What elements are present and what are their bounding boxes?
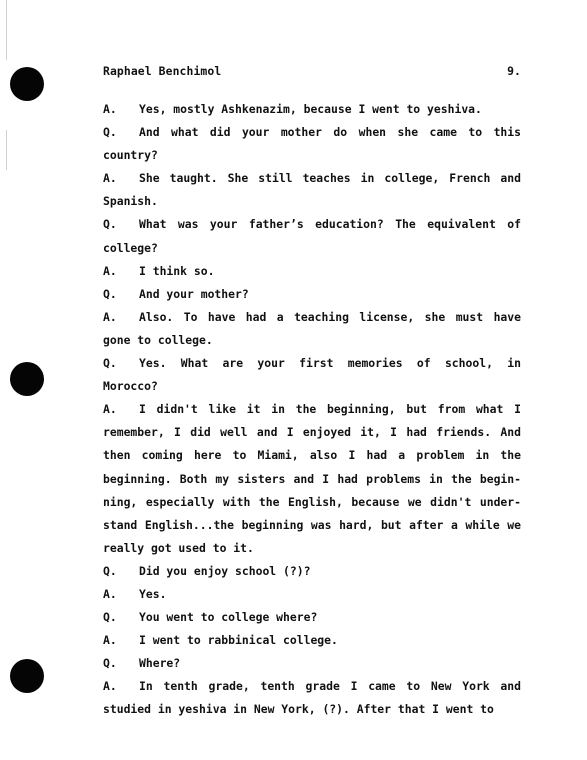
binder-hole-middle xyxy=(10,362,44,396)
speaker-label: Q. xyxy=(103,217,117,232)
line-text: Where? xyxy=(139,656,181,671)
transcript-line xyxy=(103,213,521,259)
speaker-label: A. xyxy=(103,402,117,417)
transcript-line xyxy=(103,167,521,213)
speaker-label: A. xyxy=(103,263,117,278)
line-text: And your mother? xyxy=(139,286,249,301)
speaker-label: Q. xyxy=(103,610,117,625)
line-text: In tenth grade, tenth grade I came to New York and studied in yeshiva in New York, (?). After that I went to xyxy=(103,679,521,717)
line-text: I went to rabbinical college. xyxy=(139,633,338,648)
speaker-label: A. xyxy=(103,633,117,648)
speaker-label: A. xyxy=(103,309,117,324)
transcript-line xyxy=(103,352,521,398)
transcript-line xyxy=(103,283,521,306)
line-text: Did you enjoy school (?)? xyxy=(139,563,311,578)
transcript-line xyxy=(103,629,521,652)
line-text: Yes. What are your first memories of school, in Morocco? xyxy=(103,356,521,394)
binder-hole-top xyxy=(10,67,44,101)
page-edge-mark xyxy=(6,130,7,170)
speaker-label: A. xyxy=(103,586,117,601)
binder-hole-bottom xyxy=(10,659,44,693)
transcript-line xyxy=(103,560,521,583)
speaker-label: Q. xyxy=(103,286,117,301)
line-text: Yes, mostly Ashkenazim, because I went to yeshiva. xyxy=(139,102,482,116)
transcript-line xyxy=(103,398,521,560)
speaker-label: A. xyxy=(103,171,117,186)
transcript-line xyxy=(103,121,521,167)
page-edge-mark xyxy=(6,0,7,60)
transcript-line xyxy=(103,606,521,629)
transcript-line xyxy=(103,652,521,675)
line-text: Yes. xyxy=(139,586,167,601)
speaker-label: A. xyxy=(103,679,117,694)
speaker-label: Q. xyxy=(103,563,117,578)
transcript-line xyxy=(103,306,521,352)
line-text: You went to college where? xyxy=(139,610,318,625)
speaker-label: A. xyxy=(103,102,117,116)
interviewee-name: Raphael Benchimol xyxy=(103,64,222,78)
speaker-label: Q. xyxy=(103,125,117,140)
page-number: 9. xyxy=(507,64,521,78)
line-text: She taught. She still teaches in college, French and Spanish. xyxy=(103,171,521,209)
transcript-line xyxy=(103,583,521,606)
line-text: And what did your mother do when she came to this country? xyxy=(103,125,521,163)
transcript-line xyxy=(103,98,521,121)
transcript-line xyxy=(103,675,521,721)
line-text: Also. To have had a teaching license, she must have gone to college. xyxy=(103,309,521,347)
transcript-body xyxy=(103,98,521,722)
line-text: What was your father’s education? The equivalent of college? xyxy=(103,217,521,255)
line-text: I think so. xyxy=(139,263,215,278)
speaker-label: Q. xyxy=(103,356,117,371)
speaker-label: Q. xyxy=(103,656,117,671)
line-text: I didn't like it in the beginning, but from what I remember, I did well and I enjoyed it, I had friends. And then coming here to Miami, also I had a problem in the beginning. Both my sisters and I had problems in the begin-ning, especially with the English, because we didn't under-stand English...the beginning was hard, but after a while we really got used to it. xyxy=(103,402,521,555)
transcript-line xyxy=(103,260,521,283)
